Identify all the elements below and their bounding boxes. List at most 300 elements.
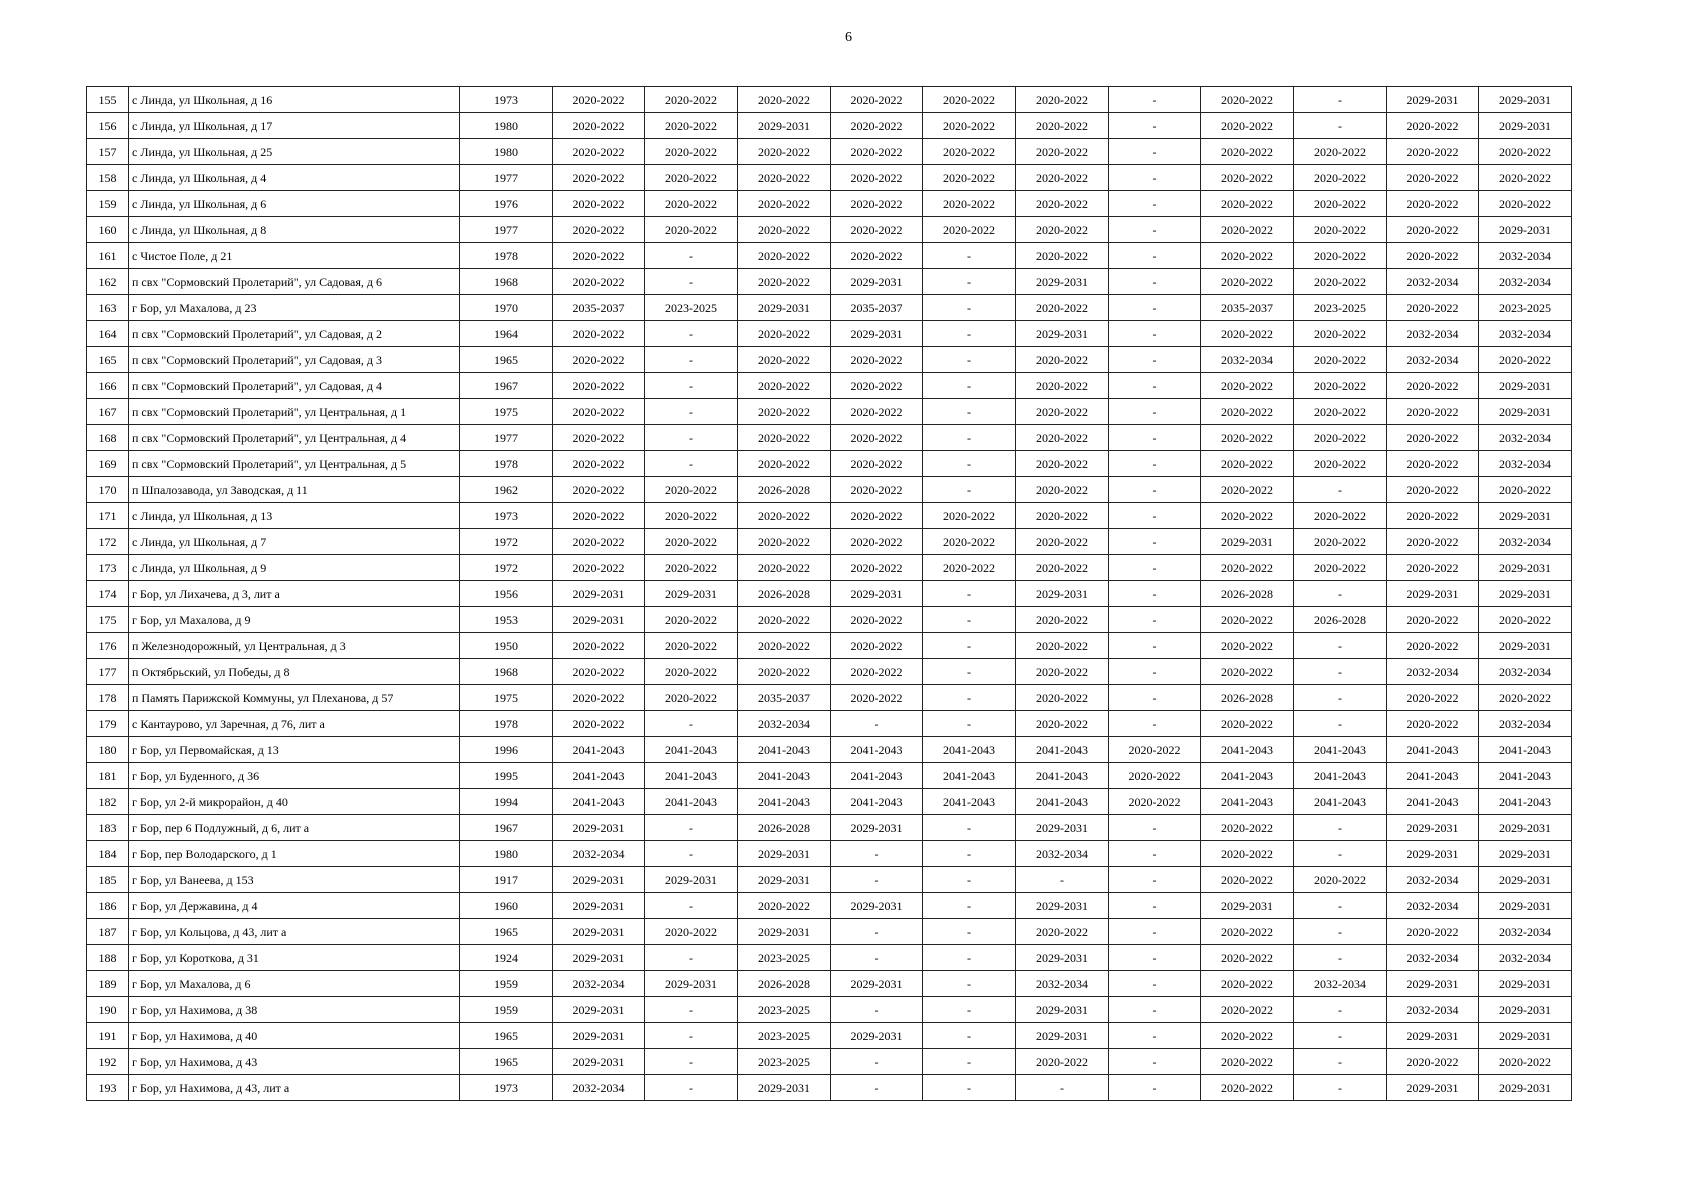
period-cell: - — [1109, 1075, 1201, 1101]
period-cell: - — [645, 1023, 738, 1049]
table-row — [87, 503, 1572, 529]
period-cell: - — [1294, 581, 1387, 607]
period-cell: - — [1109, 451, 1201, 477]
period-cell: 2041-2043 — [1016, 763, 1109, 789]
address-cell: г Бор, ул Нахимова, д 40 — [129, 1023, 460, 1049]
table-row — [87, 997, 1572, 1023]
period-cell: 2020-2022 — [553, 139, 645, 165]
period-cell: 2029-2031 — [1479, 503, 1572, 529]
period-cell: - — [1109, 555, 1201, 581]
year-cell: 1978 — [460, 243, 553, 269]
period-cell: 2020-2022 — [738, 243, 831, 269]
period-cell: 2020-2022 — [553, 529, 645, 555]
row-number-cell: 157 — [87, 139, 129, 165]
period-cell: 2020-2022 — [553, 555, 645, 581]
period-cell: 2020-2022 — [645, 477, 738, 503]
period-cell: 2020-2022 — [923, 503, 1016, 529]
period-cell: 2041-2043 — [1294, 737, 1387, 763]
period-cell: 2029-2031 — [553, 997, 645, 1023]
period-cell: 2020-2022 — [645, 919, 738, 945]
period-cell: 2020-2022 — [1201, 217, 1294, 243]
period-cell: 2020-2022 — [645, 217, 738, 243]
period-cell: - — [645, 451, 738, 477]
period-cell: - — [923, 945, 1016, 971]
period-cell: 2020-2022 — [645, 503, 738, 529]
period-cell: 2020-2022 — [1201, 165, 1294, 191]
period-cell: - — [645, 893, 738, 919]
period-cell: - — [1109, 269, 1201, 295]
address-cell: г Бор, ул Первомайская, д 13 — [129, 737, 460, 763]
period-cell: 2032-2034 — [1479, 659, 1572, 685]
address-cell: г Бор, ул Нахимова, д 43 — [129, 1049, 460, 1075]
period-cell: 2041-2043 — [645, 763, 738, 789]
period-cell: 2020-2022 — [1016, 139, 1109, 165]
period-cell: - — [1109, 685, 1201, 711]
table-row — [87, 763, 1572, 789]
period-cell: 2032-2034 — [553, 1075, 645, 1101]
table-row — [87, 633, 1572, 659]
period-cell: 2020-2022 — [1016, 191, 1109, 217]
address-cell: п свх "Сормовский Пролетарий", ул Центральная, д 5 — [129, 451, 460, 477]
period-cell: 2032-2034 — [1387, 659, 1479, 685]
row-number-cell: 155 — [87, 87, 129, 113]
period-cell: 2026-2028 — [738, 477, 831, 503]
period-cell: - — [923, 451, 1016, 477]
period-cell: 2029-2031 — [1201, 893, 1294, 919]
address-cell: г Бор, ул Нахимова, д 43, лит а — [129, 1075, 460, 1101]
period-cell: 2032-2034 — [1387, 347, 1479, 373]
period-cell: 2020-2022 — [553, 347, 645, 373]
period-cell: 2020-2022 — [1016, 425, 1109, 451]
row-number-cell: 188 — [87, 945, 129, 971]
period-cell: 2032-2034 — [1387, 945, 1479, 971]
period-cell: 2029-2031 — [1387, 971, 1479, 997]
period-cell: - — [923, 893, 1016, 919]
period-cell: - — [645, 1049, 738, 1075]
period-cell: 2020-2022 — [1016, 919, 1109, 945]
period-cell: 2035-2037 — [738, 685, 831, 711]
period-cell: - — [1016, 1075, 1109, 1101]
table-row — [87, 87, 1572, 113]
period-cell: 2020-2022 — [1479, 139, 1572, 165]
period-cell: 2020-2022 — [1201, 1049, 1294, 1075]
period-cell: 2041-2043 — [1294, 789, 1387, 815]
period-cell: 2020-2022 — [1016, 555, 1109, 581]
period-cell: 2029-2031 — [553, 1049, 645, 1075]
period-cell: 2020-2022 — [738, 529, 831, 555]
period-cell: 2020-2022 — [1294, 529, 1387, 555]
period-cell: 2026-2028 — [738, 581, 831, 607]
year-cell: 1965 — [460, 919, 553, 945]
period-cell: 2029-2031 — [831, 269, 923, 295]
period-cell: 2020-2022 — [553, 269, 645, 295]
address-cell: с Линда, ул Школьная, д 16 — [129, 87, 460, 113]
period-cell: 2020-2022 — [831, 191, 923, 217]
row-number-cell: 162 — [87, 269, 129, 295]
page-number: 6 — [845, 30, 852, 45]
period-cell: 2029-2031 — [1479, 399, 1572, 425]
year-cell: 1968 — [460, 269, 553, 295]
row-number-cell: 185 — [87, 867, 129, 893]
period-cell: 2020-2022 — [1294, 269, 1387, 295]
period-cell: 2020-2022 — [738, 269, 831, 295]
row-number-cell: 181 — [87, 763, 129, 789]
period-cell: 2029-2031 — [1479, 555, 1572, 581]
period-cell: 2020-2022 — [1294, 451, 1387, 477]
period-cell: - — [645, 399, 738, 425]
table-row — [87, 893, 1572, 919]
period-cell: 2041-2043 — [1387, 737, 1479, 763]
row-number-cell: 192 — [87, 1049, 129, 1075]
period-cell: 2020-2022 — [1201, 191, 1294, 217]
period-cell: - — [923, 425, 1016, 451]
period-cell: 2029-2031 — [553, 945, 645, 971]
period-cell: 2029-2031 — [1479, 867, 1572, 893]
address-cell: п свх "Сормовский Пролетарий", ул Центральная, д 1 — [129, 399, 460, 425]
year-cell: 1975 — [460, 399, 553, 425]
address-cell: п Железнодорожный, ул Центральная, д 3 — [129, 633, 460, 659]
period-cell: 2029-2031 — [553, 815, 645, 841]
row-number-cell: 189 — [87, 971, 129, 997]
period-cell: 2020-2022 — [1016, 529, 1109, 555]
period-cell: 2020-2022 — [923, 113, 1016, 139]
table-row — [87, 165, 1572, 191]
period-cell: - — [923, 1049, 1016, 1075]
period-cell: 2020-2022 — [738, 347, 831, 373]
row-number-cell: 176 — [87, 633, 129, 659]
period-cell: 2029-2031 — [1479, 971, 1572, 997]
address-cell: с Линда, ул Школьная, д 8 — [129, 217, 460, 243]
period-cell: - — [1109, 373, 1201, 399]
period-cell: 2041-2043 — [553, 789, 645, 815]
period-cell: 2041-2043 — [645, 789, 738, 815]
period-cell: 2020-2022 — [1387, 503, 1479, 529]
row-number-cell: 160 — [87, 217, 129, 243]
period-cell: 2029-2031 — [1387, 1075, 1479, 1101]
period-cell: 2020-2022 — [738, 217, 831, 243]
year-cell: 1980 — [460, 841, 553, 867]
period-cell: 2020-2022 — [831, 451, 923, 477]
period-cell: 2032-2034 — [1479, 425, 1572, 451]
period-cell: 2020-2022 — [1387, 191, 1479, 217]
period-cell: - — [1109, 217, 1201, 243]
period-cell: 2041-2043 — [553, 763, 645, 789]
period-cell: 2020-2022 — [923, 529, 1016, 555]
period-cell: - — [1294, 87, 1387, 113]
period-cell: 2020-2022 — [1479, 191, 1572, 217]
period-cell: 2041-2043 — [923, 789, 1016, 815]
period-cell: - — [923, 347, 1016, 373]
period-cell: 2020-2022 — [1387, 451, 1479, 477]
period-cell: 2020-2022 — [1387, 425, 1479, 451]
address-cell: г Бор, пер 6 Подлужный, д 6, лит а — [129, 815, 460, 841]
period-cell: 2020-2022 — [645, 659, 738, 685]
period-cell: 2032-2034 — [553, 841, 645, 867]
period-cell: 2020-2022 — [738, 607, 831, 633]
period-cell: 2041-2043 — [1201, 737, 1294, 763]
period-cell: 2020-2022 — [1387, 529, 1479, 555]
period-cell: - — [1294, 919, 1387, 945]
period-cell: - — [831, 711, 923, 737]
period-cell: 2029-2031 — [1387, 841, 1479, 867]
table-row — [87, 1075, 1572, 1101]
period-cell: 2020-2022 — [1201, 867, 1294, 893]
period-cell: 2020-2022 — [645, 685, 738, 711]
period-cell: 2029-2031 — [1016, 893, 1109, 919]
period-cell: 2020-2022 — [645, 113, 738, 139]
period-cell: - — [923, 477, 1016, 503]
period-cell: 2032-2034 — [1016, 971, 1109, 997]
row-number-cell: 182 — [87, 789, 129, 815]
period-cell: - — [1294, 1049, 1387, 1075]
year-cell: 1956 — [460, 581, 553, 607]
period-cell: - — [1109, 581, 1201, 607]
period-cell: 2020-2022 — [1387, 711, 1479, 737]
period-cell: 2029-2031 — [738, 113, 831, 139]
period-cell: 2020-2022 — [1201, 919, 1294, 945]
year-cell: 1924 — [460, 945, 553, 971]
period-cell: 2029-2031 — [1479, 217, 1572, 243]
period-cell: 2020-2022 — [553, 685, 645, 711]
period-cell: 2020-2022 — [831, 685, 923, 711]
table-row — [87, 1023, 1572, 1049]
period-cell: 2020-2022 — [553, 451, 645, 477]
period-cell: 2029-2031 — [1201, 529, 1294, 555]
period-cell: 2020-2022 — [831, 555, 923, 581]
row-number-cell: 187 — [87, 919, 129, 945]
period-cell: 2035-2037 — [831, 295, 923, 321]
period-cell: 2020-2022 — [1016, 399, 1109, 425]
address-cell: г Бор, ул Махалова, д 9 — [129, 607, 460, 633]
period-cell: 2020-2022 — [1387, 1049, 1479, 1075]
period-cell: 2020-2022 — [831, 399, 923, 425]
row-number-cell: 161 — [87, 243, 129, 269]
table-row — [87, 139, 1572, 165]
period-cell: 2020-2022 — [1016, 711, 1109, 737]
period-cell: 2020-2022 — [923, 165, 1016, 191]
period-cell: - — [831, 1075, 923, 1101]
period-cell: 2032-2034 — [553, 971, 645, 997]
period-cell: 2029-2031 — [738, 841, 831, 867]
period-cell: 2020-2022 — [1201, 971, 1294, 997]
period-cell: 2020-2022 — [1479, 477, 1572, 503]
period-cell: 2020-2022 — [1109, 737, 1201, 763]
year-cell: 1976 — [460, 191, 553, 217]
period-cell: - — [923, 971, 1016, 997]
year-cell: 1972 — [460, 555, 553, 581]
period-cell: - — [1109, 971, 1201, 997]
period-cell: 2029-2031 — [1479, 87, 1572, 113]
year-cell: 1996 — [460, 737, 553, 763]
period-cell: 2020-2022 — [1387, 477, 1479, 503]
period-cell: - — [1109, 113, 1201, 139]
year-cell: 1973 — [460, 87, 553, 113]
address-cell: с Чистое Поле, д 21 — [129, 243, 460, 269]
period-cell: 2029-2031 — [1387, 1023, 1479, 1049]
period-cell: - — [1109, 919, 1201, 945]
period-cell: 2020-2022 — [923, 191, 1016, 217]
period-cell: 2020-2022 — [645, 529, 738, 555]
period-cell: - — [831, 841, 923, 867]
period-cell: - — [1294, 477, 1387, 503]
period-cell: 2020-2022 — [1201, 1075, 1294, 1101]
period-cell: 2041-2043 — [831, 763, 923, 789]
period-cell: - — [1109, 347, 1201, 373]
period-cell: - — [1109, 997, 1201, 1023]
period-cell: 2020-2022 — [831, 139, 923, 165]
period-cell: 2020-2022 — [1387, 607, 1479, 633]
period-cell: 2023-2025 — [738, 1023, 831, 1049]
period-cell: - — [923, 399, 1016, 425]
year-cell: 1980 — [460, 139, 553, 165]
period-cell: 2020-2022 — [1387, 685, 1479, 711]
period-cell: 2029-2031 — [1479, 581, 1572, 607]
year-cell: 1977 — [460, 425, 553, 451]
period-cell: 2032-2034 — [1479, 243, 1572, 269]
period-cell: 2020-2022 — [1201, 555, 1294, 581]
period-cell: 2020-2022 — [1016, 373, 1109, 399]
period-cell: 2029-2031 — [1479, 815, 1572, 841]
period-cell: 2023-2025 — [738, 1049, 831, 1075]
address-cell: с Линда, ул Школьная, д 7 — [129, 529, 460, 555]
period-cell: - — [1109, 607, 1201, 633]
period-cell: 2020-2022 — [1294, 165, 1387, 191]
period-cell: 2020-2022 — [831, 477, 923, 503]
period-cell: 2020-2022 — [553, 399, 645, 425]
period-cell: 2020-2022 — [1294, 139, 1387, 165]
year-cell: 1980 — [460, 113, 553, 139]
period-cell: - — [1294, 945, 1387, 971]
year-cell: 1977 — [460, 165, 553, 191]
period-cell: - — [645, 1075, 738, 1101]
period-cell: 2041-2043 — [1016, 737, 1109, 763]
period-cell: 2041-2043 — [831, 737, 923, 763]
period-cell: 2020-2022 — [1294, 373, 1387, 399]
address-cell: п свх "Сормовский Пролетарий", ул Садовая, д 4 — [129, 373, 460, 399]
row-number-cell: 175 — [87, 607, 129, 633]
period-cell: 2029-2031 — [1479, 113, 1572, 139]
period-cell: 2020-2022 — [1294, 425, 1387, 451]
period-cell: 2029-2031 — [831, 815, 923, 841]
period-cell: 2020-2022 — [1294, 347, 1387, 373]
period-cell: - — [1109, 1049, 1201, 1075]
period-cell: 2035-2037 — [1201, 295, 1294, 321]
address-cell: г Бор, ул Державина, д 4 — [129, 893, 460, 919]
period-cell: - — [1016, 867, 1109, 893]
period-cell: - — [1294, 815, 1387, 841]
period-cell: - — [1109, 633, 1201, 659]
period-cell: - — [1294, 893, 1387, 919]
period-cell: 2029-2031 — [831, 1023, 923, 1049]
period-cell: 2029-2031 — [831, 971, 923, 997]
period-cell: 2041-2043 — [1387, 763, 1479, 789]
period-cell: 2020-2022 — [553, 165, 645, 191]
period-cell: - — [923, 711, 1016, 737]
address-cell: с Линда, ул Школьная, д 4 — [129, 165, 460, 191]
period-cell: 2020-2022 — [553, 477, 645, 503]
period-cell: 2020-2022 — [831, 113, 923, 139]
period-cell: 2020-2022 — [1479, 347, 1572, 373]
period-cell: - — [923, 919, 1016, 945]
period-cell: - — [923, 841, 1016, 867]
table-row — [87, 581, 1572, 607]
period-cell: - — [1294, 659, 1387, 685]
period-cell: 2020-2022 — [831, 633, 923, 659]
period-cell: 2020-2022 — [645, 555, 738, 581]
period-cell: 2029-2031 — [553, 893, 645, 919]
period-cell: 2020-2022 — [553, 87, 645, 113]
period-cell: 2020-2022 — [1016, 295, 1109, 321]
period-cell: 2020-2022 — [1201, 633, 1294, 659]
address-cell: с Линда, ул Школьная, д 9 — [129, 555, 460, 581]
year-cell: 1959 — [460, 997, 553, 1023]
period-cell: 2029-2031 — [1479, 997, 1572, 1023]
period-cell: - — [1109, 321, 1201, 347]
period-cell: 2020-2022 — [553, 113, 645, 139]
period-cell: 2020-2022 — [831, 529, 923, 555]
period-cell: 2020-2022 — [1387, 113, 1479, 139]
table-row — [87, 529, 1572, 555]
period-cell: 2041-2043 — [1479, 789, 1572, 815]
period-cell: 2020-2022 — [1016, 113, 1109, 139]
period-cell: 2023-2025 — [738, 997, 831, 1023]
period-cell: 2029-2031 — [1016, 815, 1109, 841]
period-cell: - — [1109, 165, 1201, 191]
year-cell: 1967 — [460, 373, 553, 399]
period-cell: 2020-2022 — [738, 399, 831, 425]
period-cell: 2023-2025 — [738, 945, 831, 971]
year-cell: 1968 — [460, 659, 553, 685]
row-number-cell: 178 — [87, 685, 129, 711]
period-cell: 2041-2043 — [1479, 763, 1572, 789]
row-number-cell: 171 — [87, 503, 129, 529]
period-cell: - — [923, 243, 1016, 269]
period-cell: 2020-2022 — [1387, 555, 1479, 581]
period-cell: 2020-2022 — [1294, 243, 1387, 269]
period-cell: 2020-2022 — [1201, 659, 1294, 685]
period-cell: - — [831, 997, 923, 1023]
period-cell: 2041-2043 — [1387, 789, 1479, 815]
period-cell: 2032-2034 — [1387, 893, 1479, 919]
period-cell: 2020-2022 — [553, 425, 645, 451]
table-row — [87, 867, 1572, 893]
period-cell: - — [923, 685, 1016, 711]
period-cell: 2020-2022 — [738, 87, 831, 113]
year-cell: 1994 — [460, 789, 553, 815]
period-cell: - — [1294, 633, 1387, 659]
period-cell: 2020-2022 — [831, 347, 923, 373]
period-cell: 2020-2022 — [1201, 243, 1294, 269]
period-cell: 2032-2034 — [1479, 321, 1572, 347]
period-cell: - — [1109, 477, 1201, 503]
period-cell: - — [645, 997, 738, 1023]
year-cell: 1965 — [460, 1049, 553, 1075]
period-cell: 2020-2022 — [553, 659, 645, 685]
period-cell: 2020-2022 — [1387, 633, 1479, 659]
table-row — [87, 347, 1572, 373]
period-cell: 2026-2028 — [738, 815, 831, 841]
period-cell: 2041-2043 — [1201, 789, 1294, 815]
year-cell: 1917 — [460, 867, 553, 893]
period-cell: 2041-2043 — [645, 737, 738, 763]
period-cell: - — [923, 269, 1016, 295]
period-cell: 2035-2037 — [553, 295, 645, 321]
address-cell: г Бор, ул Короткова, д 31 — [129, 945, 460, 971]
table-row — [87, 1049, 1572, 1075]
period-cell: 2020-2022 — [923, 555, 1016, 581]
year-cell: 1967 — [460, 815, 553, 841]
period-cell: 2029-2031 — [645, 867, 738, 893]
